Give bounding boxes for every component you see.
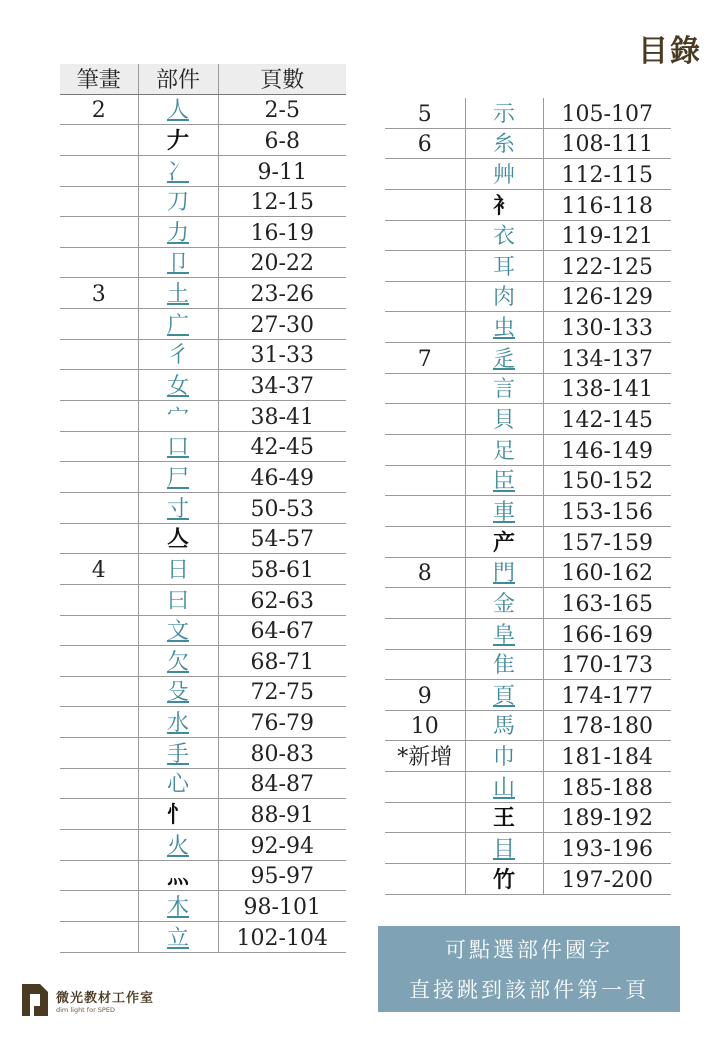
- table-row: [385, 373, 671, 404]
- radical-link[interactable]: 隹: [465, 649, 543, 680]
- table-row: [60, 799, 346, 830]
- stroke-count: [60, 584, 138, 615]
- radical-link[interactable]: 言: [465, 373, 543, 404]
- radical-link[interactable]: 冫: [138, 155, 218, 186]
- radical-link[interactable]: 土: [138, 278, 218, 309]
- radical-link: 王: [465, 802, 543, 833]
- stroke-count: [60, 431, 138, 462]
- page-range: 68-71: [218, 646, 346, 677]
- stroke-count: [385, 802, 465, 833]
- stroke-count: [385, 496, 465, 527]
- brand-logo: [20, 982, 154, 1018]
- stroke-count: 10: [385, 710, 465, 741]
- radical-link[interactable]: 耳: [465, 251, 543, 282]
- stroke-count: [385, 435, 465, 466]
- table-row: [60, 155, 346, 186]
- radical-link[interactable]: 欠: [138, 646, 218, 677]
- stroke-count: [60, 860, 138, 891]
- stroke-count: [60, 492, 138, 523]
- table-header-row: [60, 64, 346, 94]
- radical-link: 忄: [138, 799, 218, 830]
- radical-link[interactable]: 貝: [465, 404, 543, 435]
- page-range: 16-19: [218, 217, 346, 248]
- radical-link[interactable]: 肉: [465, 281, 543, 312]
- table-row: [60, 247, 346, 278]
- logo-mark-icon: [20, 982, 50, 1018]
- radical-link[interactable]: 臣: [465, 465, 543, 496]
- stroke-count: 4: [60, 554, 138, 585]
- radical-link[interactable]: 頁: [465, 680, 543, 711]
- stroke-count: [385, 312, 465, 343]
- page-range: 2-5: [218, 94, 346, 125]
- page-range: 185-188: [543, 772, 671, 803]
- page-range: 166-169: [543, 618, 671, 649]
- page-range: 88-91: [218, 799, 346, 830]
- stroke-count: [60, 125, 138, 156]
- table-row: [60, 523, 346, 554]
- radical-link[interactable]: 尸: [138, 462, 218, 493]
- stroke-count: 5: [385, 98, 465, 128]
- page-range: 134-137: [543, 343, 671, 374]
- page-range: 62-63: [218, 584, 346, 615]
- page-range: 178-180: [543, 710, 671, 741]
- radical-link[interactable]: 文: [138, 615, 218, 646]
- table-row: [385, 128, 671, 159]
- table-row: [385, 189, 671, 220]
- radical-link[interactable]: 口: [138, 431, 218, 462]
- radical-link[interactable]: 目: [465, 833, 543, 864]
- page-range: 31-33: [218, 339, 346, 370]
- page-range: 34-37: [218, 370, 346, 401]
- stroke-count: [385, 281, 465, 312]
- radical-link[interactable]: 木: [138, 891, 218, 922]
- table-row: [385, 159, 671, 190]
- table-row: [60, 554, 346, 585]
- radical-link[interactable]: 衣: [465, 220, 543, 251]
- stroke-count: [385, 649, 465, 680]
- table-row: [385, 404, 671, 435]
- radical-link[interactable]: 山: [465, 772, 543, 803]
- radical-link[interactable]: 火: [138, 830, 218, 861]
- radical-link[interactable]: 手: [138, 738, 218, 769]
- table-row: [60, 860, 346, 891]
- page-range: 6-8: [218, 125, 346, 156]
- stroke-count: [60, 615, 138, 646]
- stroke-count: [60, 217, 138, 248]
- banner-line-2: 直接跳到該部件第一頁: [409, 978, 649, 1002]
- table-row: [385, 312, 671, 343]
- table-row: [385, 465, 671, 496]
- stroke-count: 9: [385, 680, 465, 711]
- table-row: [385, 833, 671, 864]
- table-row: [60, 891, 346, 922]
- table-row: [60, 707, 346, 738]
- radical-link[interactable]: 寸: [138, 492, 218, 523]
- page-range: 130-133: [543, 312, 671, 343]
- page-range: 50-53: [218, 492, 346, 523]
- radical-link[interactable]: 水: [138, 707, 218, 738]
- page-range: 98-101: [218, 891, 346, 922]
- table-row: [60, 676, 346, 707]
- radical-link[interactable]: 虫: [465, 312, 543, 343]
- table-row: [60, 830, 346, 861]
- radical-link[interactable]: 車: [465, 496, 543, 527]
- banner-line-1: 可點選部件國字: [445, 938, 613, 962]
- page-range: 119-121: [543, 220, 671, 251]
- stroke-count: [60, 646, 138, 677]
- radical-link[interactable]: 人: [138, 94, 218, 125]
- radical-link[interactable]: 力: [138, 217, 218, 248]
- page-range: 153-156: [543, 496, 671, 527]
- page-range: 95-97: [218, 860, 346, 891]
- page-range: 105-107: [543, 98, 671, 128]
- stroke-count: [385, 588, 465, 619]
- page-range: 122-125: [543, 251, 671, 282]
- page-range: 108-111: [543, 128, 671, 159]
- page-range: 20-22: [218, 247, 346, 278]
- stroke-count: [385, 833, 465, 864]
- table-row: [60, 278, 346, 309]
- stroke-count: [60, 339, 138, 370]
- stroke-count: [385, 189, 465, 220]
- stroke-count: [385, 159, 465, 190]
- page-range: 163-165: [543, 588, 671, 619]
- table-row: [385, 251, 671, 282]
- table-row: [385, 649, 671, 680]
- stroke-count: [385, 526, 465, 557]
- stroke-count: [60, 186, 138, 217]
- header-strokes: 筆畫: [60, 64, 138, 94]
- page-title: 目錄: [638, 34, 702, 69]
- radical-link[interactable]: 刀: [138, 186, 218, 217]
- stroke-count: [60, 370, 138, 401]
- page-range: 84-87: [218, 768, 346, 799]
- stroke-count: 8: [385, 557, 465, 588]
- stroke-count: [385, 220, 465, 251]
- radical-link[interactable]: 宀: [138, 401, 218, 432]
- page-range: 58-61: [218, 554, 346, 585]
- page-range: 181-184: [543, 741, 671, 772]
- table-row: [60, 125, 346, 156]
- logo-subtitle: dim light for SPED: [56, 1005, 115, 1014]
- page-range: 189-192: [543, 802, 671, 833]
- stroke-count: [385, 251, 465, 282]
- radical-link: 衤: [465, 189, 543, 220]
- page-range: 92-94: [218, 830, 346, 861]
- table-row: [60, 768, 346, 799]
- table-row: [385, 741, 671, 772]
- page-range: 157-159: [543, 526, 671, 557]
- radical-link[interactable]: 辵: [465, 343, 543, 374]
- stroke-count: [385, 772, 465, 803]
- stroke-count: 7: [385, 343, 465, 374]
- page-range: 54-57: [218, 523, 346, 554]
- stroke-count: 6: [385, 128, 465, 159]
- stroke-count: [60, 799, 138, 830]
- stroke-count: [60, 707, 138, 738]
- radical-link: 灬: [138, 860, 218, 891]
- page-range: 80-83: [218, 738, 346, 769]
- stroke-count: [385, 618, 465, 649]
- stroke-count: [385, 404, 465, 435]
- stroke-count: 3: [60, 278, 138, 309]
- radical-link[interactable]: 女: [138, 370, 218, 401]
- table-row: [60, 646, 346, 677]
- page-range: 170-173: [543, 649, 671, 680]
- table-row: [60, 921, 346, 952]
- stroke-count: [60, 921, 138, 952]
- page-range: 23-26: [218, 278, 346, 309]
- page-range: 126-129: [543, 281, 671, 312]
- table-row: [385, 496, 671, 527]
- radical-link[interactable]: 心: [138, 768, 218, 799]
- radical-link[interactable]: 曰: [138, 584, 218, 615]
- radical-link[interactable]: 广: [138, 309, 218, 340]
- radical-link[interactable]: 立: [138, 921, 218, 952]
- radical-link[interactable]: 阜: [465, 618, 543, 649]
- table-row: [385, 588, 671, 619]
- logo-name: 微光教材工作室: [56, 990, 155, 1006]
- header-radical: 部件: [138, 64, 218, 94]
- instruction-banner: [378, 926, 680, 1012]
- stroke-count: [60, 738, 138, 769]
- radical-link[interactable]: 巾: [465, 741, 543, 772]
- table-row: [385, 526, 671, 557]
- stroke-count: [60, 891, 138, 922]
- stroke-count: [60, 768, 138, 799]
- radical-link: 𠂇: [138, 125, 218, 156]
- page-range: 174-177: [543, 680, 671, 711]
- stroke-count: 2: [60, 94, 138, 125]
- page-range: 46-49: [218, 462, 346, 493]
- table-row: [60, 738, 346, 769]
- table-row: [60, 217, 346, 248]
- radical-link[interactable]: 卩: [138, 247, 218, 278]
- stroke-count: [60, 676, 138, 707]
- toc-table-left: [60, 64, 346, 953]
- page-range: 27-30: [218, 309, 346, 340]
- page-range: 102-104: [218, 921, 346, 952]
- table-row: [385, 98, 671, 128]
- radical-link[interactable]: 彳: [138, 339, 218, 370]
- table-row: [385, 710, 671, 741]
- table-row: [60, 370, 346, 401]
- table-row: [385, 680, 671, 711]
- radical-link: 竹: [465, 864, 543, 895]
- radical-link[interactable]: 殳: [138, 676, 218, 707]
- page-range: 12-15: [218, 186, 346, 217]
- table-row: [385, 864, 671, 895]
- radical-link[interactable]: 糸: [465, 128, 543, 159]
- table-row: [385, 802, 671, 833]
- page-range: 150-152: [543, 465, 671, 496]
- page-range: 38-41: [218, 401, 346, 432]
- radical-link[interactable]: 足: [465, 435, 543, 466]
- table-row: [60, 186, 346, 217]
- page-range: 42-45: [218, 431, 346, 462]
- page-range: 76-79: [218, 707, 346, 738]
- stroke-count: [385, 373, 465, 404]
- stroke-count: [60, 401, 138, 432]
- page-range: 193-196: [543, 833, 671, 864]
- table-row: [60, 94, 346, 125]
- stroke-count: [60, 155, 138, 186]
- stroke-count: [385, 864, 465, 895]
- table-row: [60, 492, 346, 523]
- table-row: [385, 435, 671, 466]
- header-pages: 頁數: [218, 64, 346, 94]
- table-row: [385, 557, 671, 588]
- table-row: [385, 618, 671, 649]
- radical-link[interactable]: 艸: [465, 159, 543, 190]
- stroke-count: [385, 465, 465, 496]
- radical-link[interactable]: 門: [465, 557, 543, 588]
- table-row: [385, 220, 671, 251]
- page-range: 160-162: [543, 557, 671, 588]
- page-range: 116-118: [543, 189, 671, 220]
- page-range: 142-145: [543, 404, 671, 435]
- radical-link[interactable]: 日: [138, 554, 218, 585]
- radical-link[interactable]: 示: [465, 98, 543, 128]
- page-range: 112-115: [543, 159, 671, 190]
- page-range: 138-141: [543, 373, 671, 404]
- radical-link: 产: [465, 526, 543, 557]
- page-range: 9-11: [218, 155, 346, 186]
- stroke-count: [60, 830, 138, 861]
- table-row: [385, 772, 671, 803]
- table-row: [60, 309, 346, 340]
- table-row: [60, 431, 346, 462]
- radical-link[interactable]: 金: [465, 588, 543, 619]
- table-row: [60, 339, 346, 370]
- stroke-count: [60, 523, 138, 554]
- table-row: [385, 343, 671, 374]
- page-range: 146-149: [543, 435, 671, 466]
- stroke-count: *新增: [385, 741, 465, 772]
- radical-link: 亼: [138, 523, 218, 554]
- page-range: 72-75: [218, 676, 346, 707]
- toc-table-right: [385, 98, 671, 895]
- table-row: [60, 615, 346, 646]
- page-range: 64-67: [218, 615, 346, 646]
- radical-link[interactable]: 馬: [465, 710, 543, 741]
- table-row: [60, 462, 346, 493]
- table-row: [60, 401, 346, 432]
- page-range: 197-200: [543, 864, 671, 895]
- stroke-count: [60, 309, 138, 340]
- stroke-count: [60, 247, 138, 278]
- table-row: [385, 281, 671, 312]
- table-row: [60, 584, 346, 615]
- stroke-count: [60, 462, 138, 493]
